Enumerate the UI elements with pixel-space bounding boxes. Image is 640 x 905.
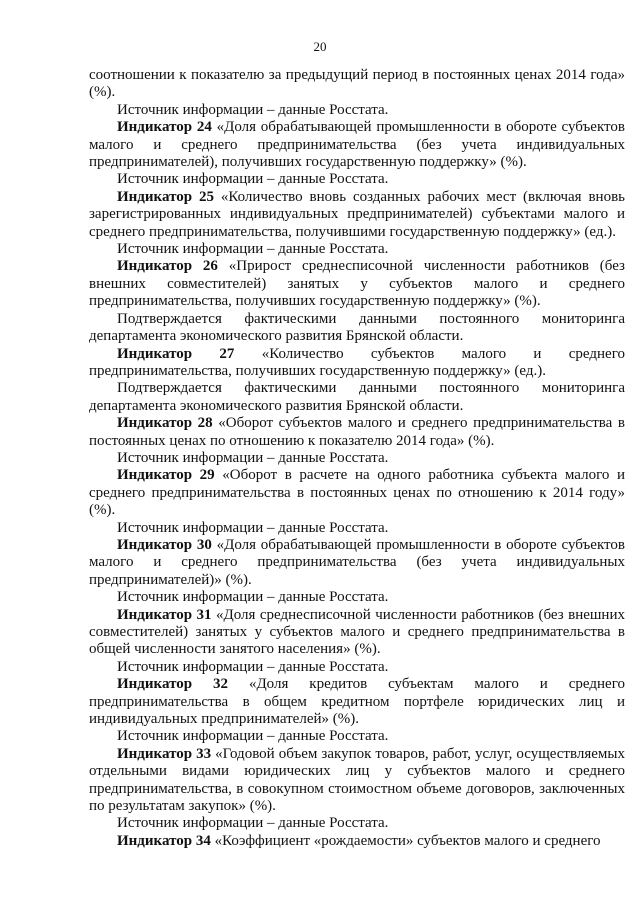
paragraph-indicator-32 (89, 676, 625, 728)
paragraph-text: Источник информации – данные Росстата. (117, 101, 389, 118)
paragraph-text: Источник информации – данные Росстата. (117, 815, 389, 832)
paragraph-source (89, 659, 625, 676)
paragraph-text: «Количество вновь созданных рабочих мест (включая вновь зарегистрированных индивидуальных предпринимателей) субъектами малого и среднего предпринимательства, получившими государственную поддержку» (ед.). (89, 188, 625, 240)
indicator-label: Индикатор 25 (117, 188, 214, 205)
paragraph-text: соотношении к показателю за предыдущий период в постоянных ценах 2014 года» (%). (89, 67, 625, 101)
indicator-label: Индикатор 34 (117, 832, 211, 849)
paragraph-text: «Оборот субъектов малого и среднего предпринимательства в постоянных ценах по отношению к показателю 2014 года» (%). (89, 415, 625, 449)
paragraph-text: Источник информации – данные Росстата. (117, 658, 389, 675)
paragraph-source (89, 171, 625, 188)
paragraph-indicator-28 (89, 415, 625, 450)
paragraph-text: Источник информации – данные Росстата. (117, 519, 389, 536)
paragraph-source (89, 589, 625, 606)
paragraph-confirmation (89, 380, 625, 415)
paragraph-text: Источник информации – данные Росстата. (117, 589, 389, 606)
indicator-label: Индикатор 31 (117, 606, 212, 623)
paragraph-text: Источник информации – данные Росстата. (117, 241, 389, 258)
paragraph-indicator-31 (89, 607, 625, 659)
paragraph-source (89, 241, 625, 258)
document-body (89, 67, 625, 850)
paragraph-text: «Доля среднесписочной численности работников (без внешних совместителей) занятых у субъектов малого и среднего предпринимательства в общей численности занятого населения» (%). (89, 606, 625, 658)
indicator-label: Индикатор 32 (117, 676, 229, 693)
paragraph-indicator-34 (89, 833, 625, 850)
indicator-label: Индикатор 27 (117, 345, 235, 362)
indicator-label: Индикатор 24 (117, 119, 212, 136)
page-number: 20 (313, 39, 327, 54)
indicator-label: Индикатор 26 (117, 258, 218, 275)
paragraph-text: «Доля обрабатывающей промышленности в обороте субъектов малого и среднего предпринимательства (без учета индивидуальных предпринимателей), получивших государственную поддержку» (%). (89, 119, 625, 171)
paragraph-text: Подтверждается фактическими данными постоянного мониторинга департамента экономического развития Брянской области. (89, 380, 625, 414)
paragraph-text: «Доля кредитов субъектам малого и среднего предпринимательства в общем кредитном портфеле юридических лиц и индивидуальных предпринимателей» (%). (89, 676, 625, 728)
paragraph-indicator-27 (89, 346, 625, 381)
paragraph-text: «Количество субъектов малого и среднего предпринимательства, получивших государственную поддержку» (ед.). (89, 345, 625, 379)
paragraph-text: «Прирост среднесписочной численности работников (без внешних совместителей) занятых у субъектов малого и среднего предпринимательства, получивших государственную поддержку» (%). (89, 258, 625, 310)
paragraph-source (89, 520, 625, 537)
indicator-label: Индикатор 28 (117, 415, 213, 432)
paragraph-source (89, 728, 625, 745)
paragraph-continuation (89, 67, 625, 102)
paragraph-indicator-24 (89, 119, 625, 171)
paragraph-text: Источник информации – данные Росстата. (117, 728, 389, 745)
indicator-label: Индикатор 33 (117, 745, 212, 762)
paragraph-indicator-30 (89, 537, 625, 589)
paragraph-source (89, 102, 625, 119)
paragraph-text: «Коэффициент «рождаемости» субъектов малого и среднего (210, 832, 601, 849)
paragraph-indicator-29 (89, 467, 625, 519)
paragraph-indicator-33 (89, 746, 625, 816)
indicator-label: Индикатор 29 (117, 467, 215, 484)
paragraph-text: «Оборот в расчете на одного работника субъекта малого и среднего предпринимательства в постоянных ценах по отношению к 2014 году» (%). (89, 467, 625, 519)
paragraph-text: Источник информации – данные Росстата. (117, 171, 389, 188)
paragraph-text: Источник информации – данные Росстата. (117, 449, 389, 466)
paragraph-indicator-26 (89, 258, 625, 310)
paragraph-text: Подтверждается фактическими данными постоянного мониторинга департамента экономического развития Брянской области. (89, 310, 625, 345)
paragraph-source (89, 450, 625, 467)
paragraph-text: «Годовой объем закупок товаров, работ, услуг, осуществляемых отдельными видами юридических лиц у субъектов малого и среднего предпринимательства, в совокупном стоимостном объеме договоров, заключенных по результатам закупок» (%). (89, 745, 625, 815)
paragraph-confirmation (89, 311, 625, 346)
indicator-label: Индикатор 30 (117, 536, 212, 553)
paragraph-source (89, 815, 625, 832)
paragraph-indicator-25 (89, 189, 625, 241)
paragraph-text: «Доля обрабатывающей промышленности в обороте субъектов малого и среднего предпринимательства (без учета индивидуальных предпринимателей)» (%). (89, 536, 625, 588)
